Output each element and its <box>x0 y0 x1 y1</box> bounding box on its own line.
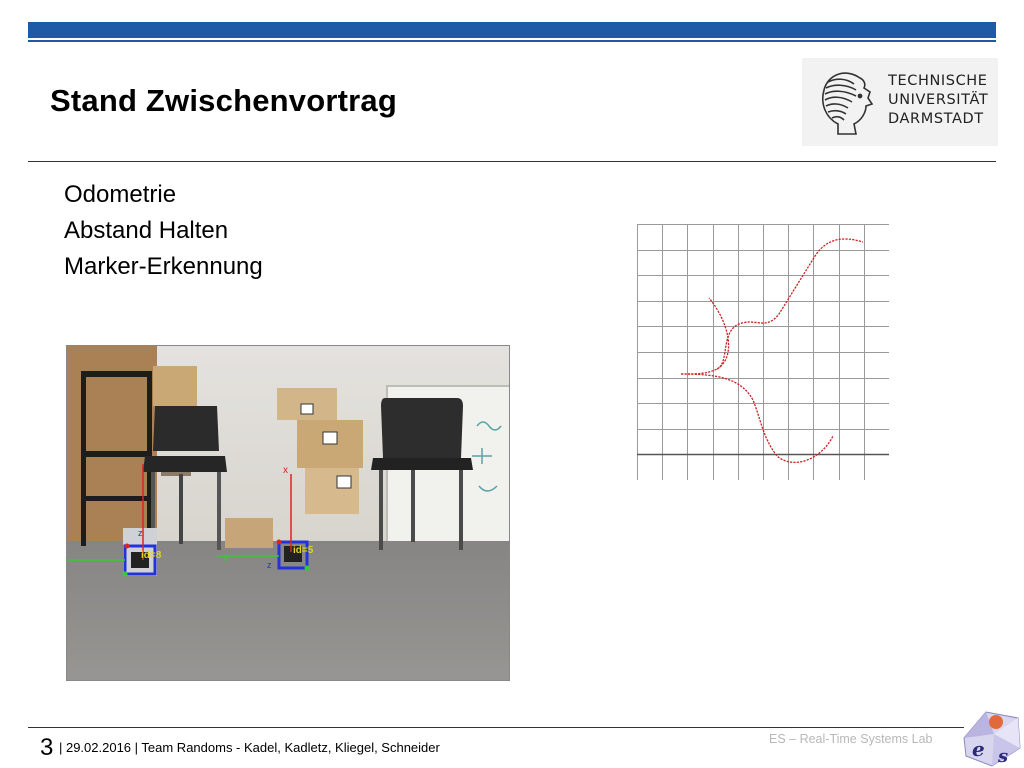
lab-name: ES – Real-Time Systems Lab <box>769 732 933 746</box>
marker-right-axis-z: z <box>267 560 272 570</box>
marker-right-axis-x: x <box>283 465 288 476</box>
footer-divider <box>28 727 964 728</box>
university-name-line-1: TECHNISCHE <box>888 73 988 89</box>
university-logo <box>802 58 998 146</box>
camera-image <box>66 345 510 681</box>
footer-details: | 29.02.2016 | Team Randoms - Kadel, Kadletz, Kliegel, Schneider <box>58 740 440 755</box>
svg-text:s: s <box>998 746 1009 767</box>
es-lab-logo-icon <box>958 708 1024 768</box>
svg-text:e: e <box>972 737 985 761</box>
marker-left-id-label: id=8 <box>141 550 162 561</box>
footer <box>40 734 440 762</box>
marker-right-axis-y: y <box>224 552 229 562</box>
odometry-plot <box>637 224 889 480</box>
slide-title: Stand Zwischenvortrag <box>50 83 397 118</box>
topic-item-distance: Abstand Halten <box>64 217 229 244</box>
topic-item-odometry: Odometrie <box>64 181 177 208</box>
university-name-line-2: UNIVERSITÄT <box>888 92 989 108</box>
marker-left-axis-z: z <box>138 528 143 538</box>
university-name <box>888 72 988 129</box>
header-accent-line <box>28 40 996 42</box>
odometry-grid <box>637 224 889 480</box>
odometry-trajectory <box>681 298 729 374</box>
title-divider <box>28 161 996 162</box>
topic-list <box>64 177 263 285</box>
page-number: 3 <box>40 734 54 761</box>
odometry-trajectory-3 <box>681 374 833 462</box>
university-name-line-3: DARMSTADT <box>888 111 984 127</box>
marker-right-id-label: id=5 <box>293 545 314 556</box>
camera-scene <box>67 346 510 681</box>
header-accent-bar <box>28 22 996 38</box>
topic-item-marker: Marker-Erkennung <box>64 253 263 280</box>
athena-head-icon <box>816 66 878 138</box>
